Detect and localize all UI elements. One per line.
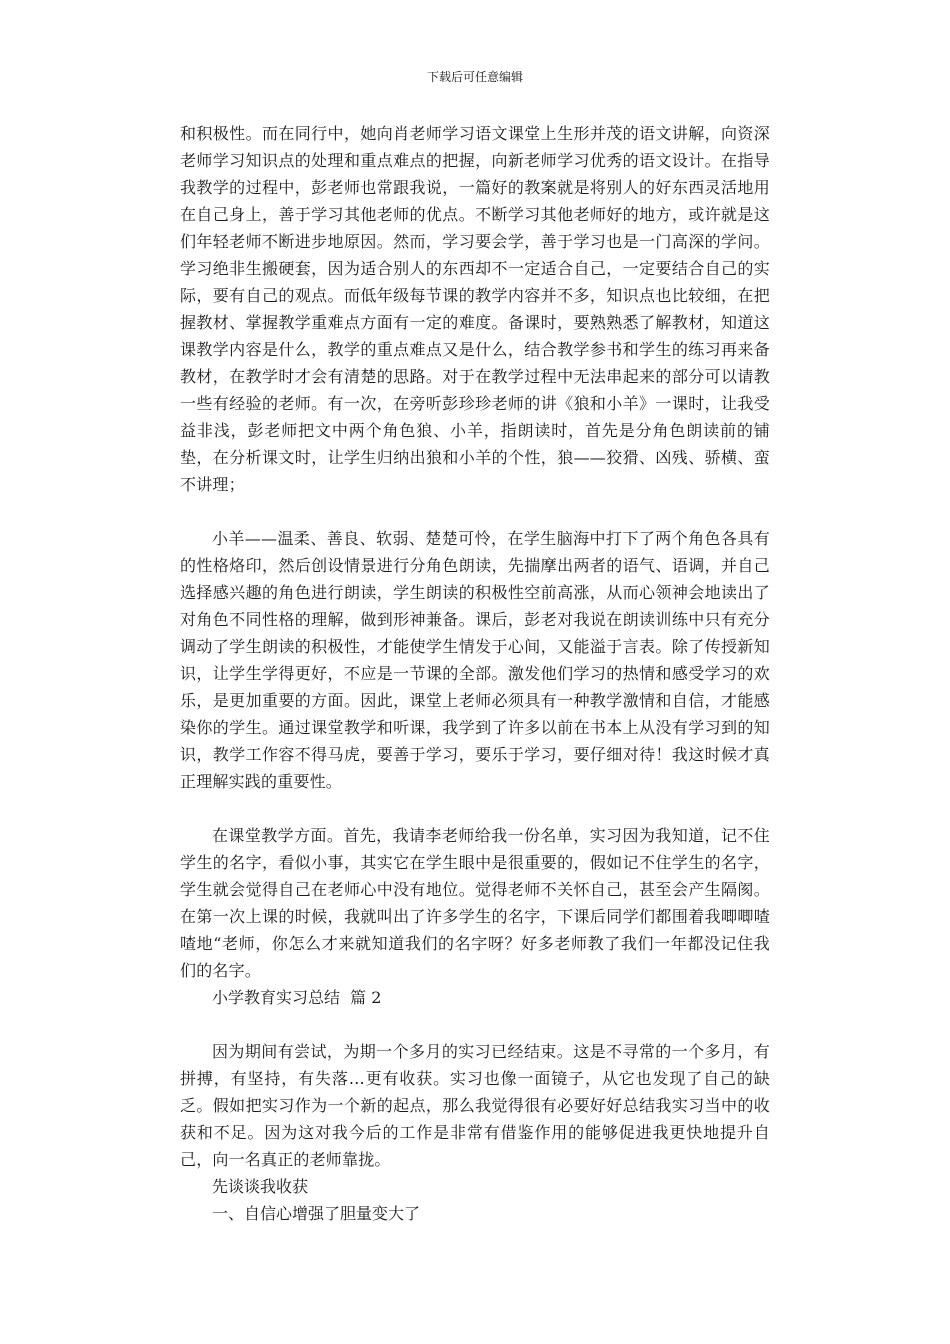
paragraph-2: 小羊——温柔、善良、软弱、楚楚可怜，在学生脑海中打下了两个角色各具有的性格烙印，然后创设情景进行分角色朗读，先揣摩出两者的语气、语调，并自己选择感兴趣的角色进行朗读，学生朗读的积极性空前高涨，从而心领神会地读出了对角色不同性格的理解，做到形神兼备。课后，彭老对我说在朗读训练中只有充分调动了学生朗读的积极性，才能使学生情发于心间，又能溢于言表。除了传授新知识，让学生学得更好，不应是一节课的全部。激发他们学习的热情和感受学习的欢乐，是更加重要的方面。因此，课堂上老师必须具有一种教学激情和自信，才能感染你的学生。通过课堂教学和听课，我学到了许多以前在书本上从没有学习到的知识，教学工作容不得马虎，要善于学习，要乐于学习，要仔细对待！我这时候才真正理解实践的重要性。 [180,529,770,791]
paragraph-1: 和积极性。而在同行中，她向肖老师学习语文课堂上生形并茂的语文讲解，向资深老师学习知识点的处理和重点难点的把握，向新老师学习优秀的语文设计。在指导我教学的过程中，彭老师也常跟我说，一篇好的教案就是将别人的好东西灵活地用在自己身上，善于学习其他老师的优点。不断学习其他老师好的地方，或许就是这们年轻老师不断进步地原因。然而，学习要会学，善于学习也是一门高深的学问。学习绝非生搬硬套，因为适合别人的东西却不一定适合自己，一定要结合自己的实际，要有自己的观点。而低年级每节课的教学内容并不多，知识点也比较细，在把握教材、掌握教学重难点方面有一定的难度。备课时，要熟熟悉了解教材，知道这课教学内容是什么，教学的重点难点又是什么，结合教学参书和学生的练习再来备教材，在教学时才会有清楚的思路。对于在教学过程中无法串起来的部分可以请教一些有经验的老师。有一次，在旁听彭珍珍老师的讲《狼和小羊》一课时，让我受益非浅，彭老师把文中两个角色狼、小羊，指朗读时，首先是分角色朗读前的铺垫，在分析课文时，让学生归纳出狼和小羊的个性，狼——狡猾、凶残、骄横、蛮不讲理； [180,124,770,494]
subheading-confidence: 一、自信心增强了胆量变大了 [212,1204,421,1223]
paragraph-4: 因为期间有尝试，为期一个多月的实习已经结束。这是不寻常的一个多月，有拼搏，有坚持，有失落…更有收获。实习也像一面镜子，从它也发现了自己的缺乏。假如把实习作为一个新的起点，那么我觉得很有必要好好总结我实习当中的收获和不足。因为这对我今后的工作是非常有借鉴作用的能够促进我更快地提升自己，向一名真正的老师靠拢。 [180,1042,770,1169]
document-body [180,120,770,1227]
subheading-harvest: 先谈谈我收获 [212,1177,309,1196]
section-title: 小学教育实习总结 篇 2 [212,988,382,1007]
paragraph-3: 在课堂教学方面。首先，我请李老师给我一份名单，实习因为我知道，记不住学生的名字，看似小事，其实它在学生眼中是很重要的，假如记不住学生的名字，学生就会觉得自己在老师心中没有地位。觉得老师不关怀自己，甚至会产生隔阂。在第一次上课的时候，我就叫出了许多学生的名字，下课后同学们都围着我唧唧喳喳地“老师，你怎么才来就知道我们的名字呀？好多老师教了我们一年都没记住我们的名字。 [180,826,770,980]
page-header: 下载后可任意编辑 [426,70,523,84]
